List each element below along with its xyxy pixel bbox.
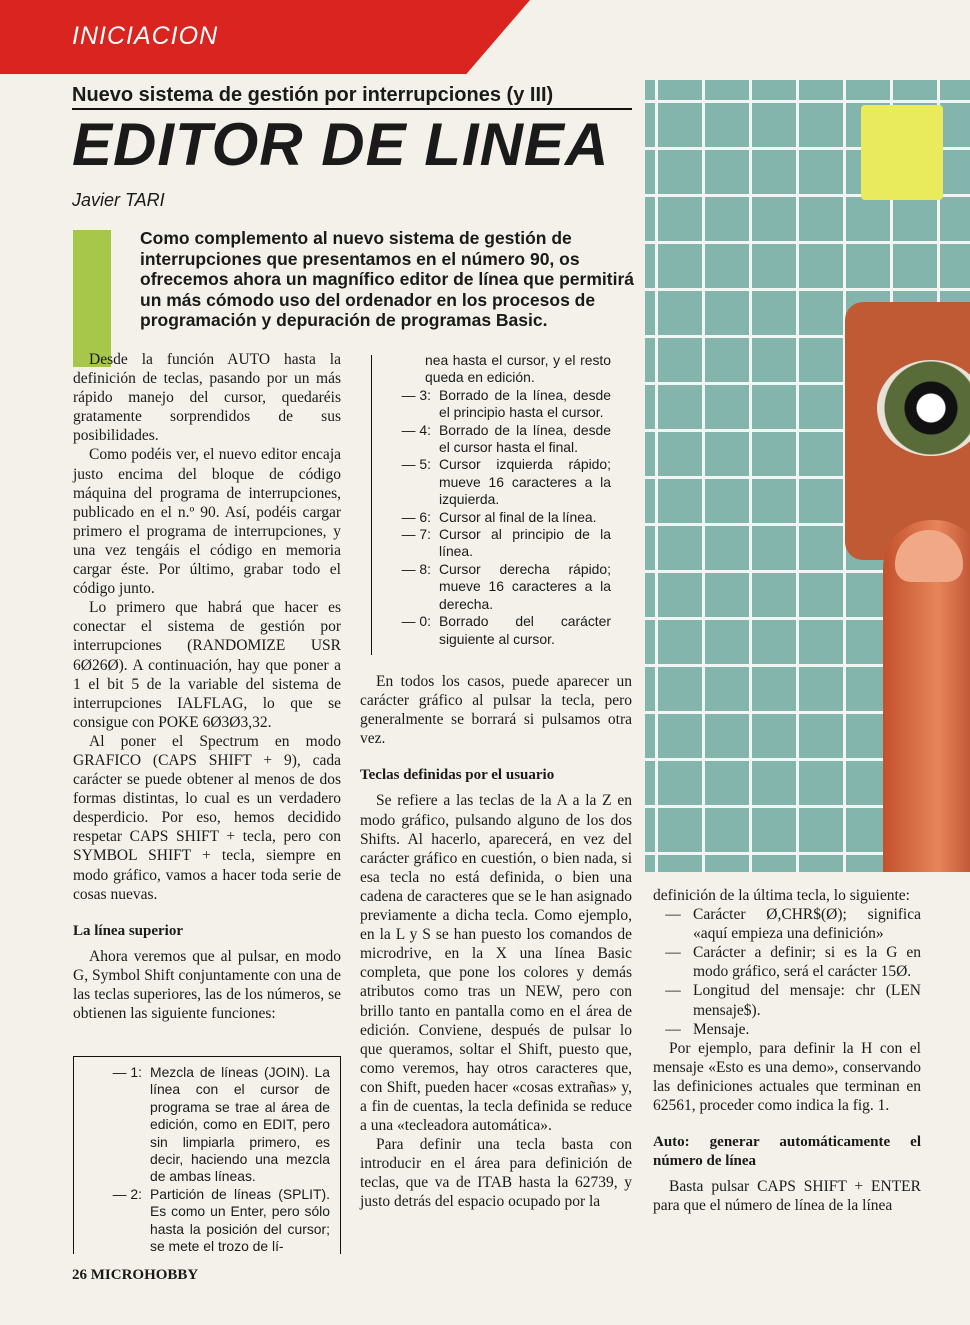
paragraph: Ahora veremos que al pulsar, en modo G, Symbol Shift conjuntamente con una de las teclas superiores, las de los números, se obtienen las siguiente funciones: [73,947,341,1023]
cover-illustration [645,80,970,872]
paragraph: Como podéis ver, el nuevo editor encaja justo encima del bloque de código máquina del programa de interrupciones, publicado en el n.º 90. Así, podéis cargar primero el programa de interrupciones, y una vez tengáis el código en memoria cargar éste. Por último, grabar todo el código junto. [73,446,341,598]
key-item [375,613,611,648]
key-number: — 0: [401,613,431,630]
key-description: Borrado de la línea, desde el cursor hasta el final. [439,421,611,456]
dash: — [665,944,681,962]
key-description: Cursor al final de la línea. [439,508,597,525]
intro-accent-bar [73,230,111,367]
key-number: — 3: [401,386,431,403]
key-functions-box [73,1056,341,1254]
paragraph: Se refiere a las teclas de la A a la Z en modo gráfico, pulsando alguno de los dos Shifts. Al hacerlo, aparecerá, en vez del carácter gráfico en cuestión, o bien nada, si esa tecla no está definida, o bien una cadena de caracteres que se le han asignado previamente a dicha tecla. Como ejemplo, en la L y S se han puesto los comandos de microdrive, en la X una línea Basic completa, que pone los colores y demás atributos como tras un NEW, pero con brillo tanto en pantalla como en el área de edición. Conviene, después de pulsar lo que queramos, soltar el Shift, puesto que, como veremos, hay otros caracteres que, con Shift, pueden hacer «cosas extrañas» y, a fin de cuentas, la tecla definida se reduce a una «tecleadora automática». [360,792,632,1135]
key-description: Borrado del carácter siguiente al cursor. [439,613,611,647]
section-heading: Auto: generar automáticamente el número de línea [653,1134,921,1170]
dash: — [665,982,681,1000]
key-item [92,1186,330,1256]
key-item [375,387,611,422]
key-description: Cursor al principio de la línea. [439,526,611,560]
key-number: — 2: [112,1185,142,1202]
paragraph: Por ejemplo, para definir la H con el mensaje «Esto es una demo», conservando las definiciones actuales que terminan en 62561, proceder como indica la fig. 1. [653,1039,921,1115]
list-text: Longitud del mensaje: chr (LEN mensaje$). [693,982,921,1019]
key-number: — 8: [401,560,431,577]
key-item [375,422,611,457]
key-number: — 5: [401,456,431,473]
key-functions-list [375,352,611,648]
list-item [653,981,921,1019]
column-2 [360,672,632,1212]
yellow-tile-illustration [861,105,943,200]
paragraph: definición de la última tecla, lo siguiente: [653,887,910,904]
key-description: Partición de líneas (SPLIT). Es como un Enter, pero sólo hasta la posición del cursor; se mete el trozo de lí- [150,1185,330,1255]
article-author: Javier TARI [72,190,165,210]
key-number: — 6: [401,508,431,525]
key-item [92,1064,330,1186]
paragraph: Para definir una tecla basta con introducir en el área para definición de teclas, que va de ITAB hasta la 62739, y justo detrás del espacio ocupado por la [360,1136,632,1211]
paragraph: Al poner el Spectrum en modo GRAFICO (CAPS SHIFT + 9), cada carácter se puede obtener al menos de dos formas distintas, lo cual es un verdadero desperdicio. Por eso, hemos decidido respetar CAPS SHIFT + tecla, pero con SYMBOL SHIFT + tecla, siempre en modo gráfico, vamos a hacer toda serie de cosas nuevas. [73,732,341,903]
section-heading: La línea superior [73,922,184,939]
key-number: — 1: [112,1064,142,1080]
section-heading: Teclas definidas por el usuario [360,767,555,784]
key-number: — 4: [401,421,431,438]
iris-illustration [877,360,970,456]
column-1 [73,350,341,1023]
key-description: Borrado de la línea, desde el principio hasta el cursor. [439,386,611,421]
list-text: Carácter Ø,CHR$(Ø); significa «aquí empieza una definición» [693,906,921,943]
key-number: — 7: [401,526,431,543]
section-label: INICIACION [72,22,219,50]
key-description: Cursor izquierda rápido; mueve 16 caracteres a la izquierda. [439,456,611,508]
paragraph: En todos los casos, puede aparecer un carácter gráfico al pulsar la tecla, pero generalmente se borrará si pulsamos otra vez. [360,673,632,748]
article-subtitle: Nuevo sistema de gestión por interrupciones (y III) [72,84,632,110]
list-item [653,1020,921,1039]
list-text: Carácter a definir; si es la G en modo gráfico, será el carácter 15Ø. [693,944,921,981]
column-3 [653,886,921,1216]
eye-illustration [845,302,970,560]
list-text: Mensaje. [693,1020,750,1038]
paragraph: Basta pulsar CAPS SHIFT + ENTER para que el número de línea de la línea [653,1178,921,1215]
column-divider [371,355,372,655]
key-item [375,561,611,613]
key-item [375,526,611,561]
key-description: Cursor derecha rápido; mueve 16 caracteres a la derecha. [439,560,611,612]
article-intro: Como complemento al nuevo sistema de gestión de interrupciones que presentamos en el número 90, os ofrecemos ahora un magnífico editor de línea que permitirá un más cómodo uso del ordenador en los procesos de programación y depuración de programas Basic. [140,228,634,330]
dash: — [665,1020,681,1038]
definition-list [653,905,921,1039]
key-description-continued: nea hasta el cursor, y el resto queda en edición. [425,352,611,386]
list-item [653,905,921,943]
list-item [653,943,921,981]
key-item [375,509,611,526]
key-item [375,456,611,508]
article-title: EDITOR DE LINEA [72,111,610,178]
page-footer: 26 MICROHOBBY [72,1267,199,1283]
paragraph: Lo primero que habrá que hacer es conectar el sistema de gestión por interrupciones (RANDOMIZE USR 6Ø26Ø). A continuación, hay que poner a 1 el bit 5 de la variable del sistema de interrupciones IALFLAG, lo que se consigue con POKE 6Ø3Ø3,32. [73,599,341,731]
dash: — [665,906,681,924]
key-description: Mezcla de líneas (JOIN). La línea con el cursor de programa se trae al área de edición, como en EDIT, pero sin limpiarla primero, es decir, haciendo una mezcla de ambas líneas. [150,1064,330,1185]
paragraph: Desde la función AUTO hasta la definición de teclas, pasando por un más rápido manejo del cursor, quedaréis gratamente sorprendidos de sus posibilidades. [73,351,341,445]
